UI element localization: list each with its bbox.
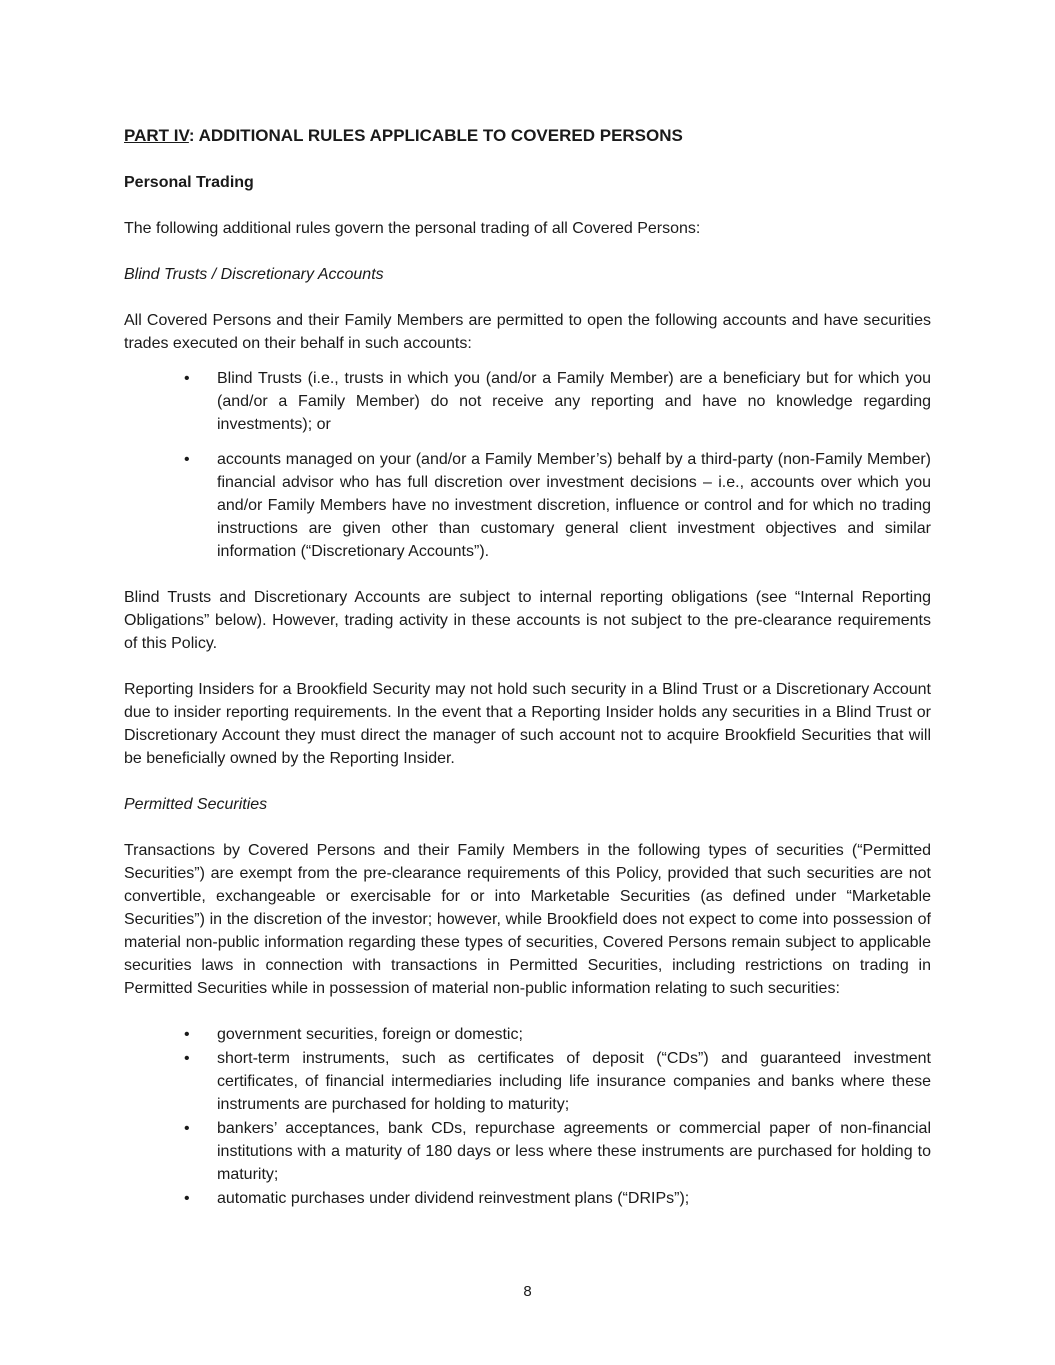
bullet-icon: • <box>184 370 190 387</box>
document-page <box>124 124 931 1233</box>
personal-trading-title: Personal Trading <box>124 174 254 191</box>
list-item-text: Blind Trusts (i.e., trusts in which you (and/or a Family Member) are a beneficiary but for which you (and/or a Family Member) do not receive any reporting and have no knowledge regarding investments); or <box>217 370 931 433</box>
bullet-icon: • <box>184 1050 190 1067</box>
permitted-securities-intro: Transactions by Covered Persons and their Family Members in the following types of securities (“Permitted Securities”) are exempt from the pre-clearance requirements of this Policy, provided that such securities are not convertible, exchangeable or exercisable for or into Marketable Securities (as defined under “Marketable Securities”) in the discretion of the investor; however, while Brookfield does not expect to come into possession of material non-public information regarding these types of securities, Covered Persons remain subject to applicable securities laws in connection with transactions in Permitted Securities, including restrictions on trading in Permitted Securities while in possession of material non-public information relating to such securities: <box>124 842 931 997</box>
list-item <box>124 367 931 436</box>
list-item <box>124 448 931 563</box>
heading-title: : ADDITIONAL RULES APPLICABLE TO COVERED PERSONS <box>188 126 683 145</box>
list-item-text: government securities, foreign or domestic; <box>217 1026 523 1043</box>
bullet-icon: • <box>184 1026 190 1043</box>
permitted-securities-list <box>124 1023 931 1210</box>
blind-trusts-title: Blind Trusts / Discretionary Accounts <box>124 266 384 283</box>
part-label: PART IV <box>124 126 189 145</box>
list-item-text: bankers’ acceptances, bank CDs, repurchase agreements or commercial paper of non-financial institutions with a maturity of 180 days or less where these instruments are purchased for holding to maturity; <box>217 1120 931 1183</box>
blind-trusts-reporting-paragraph: Blind Trusts and Discretionary Accounts are subject to internal reporting obligations (see “Internal Reporting Obligations” below). However, trading activity in these accounts is not subject to the pre-clearance requirements of this Policy. <box>124 589 931 652</box>
blind-trusts-intro: All Covered Persons and their Family Members are permitted to open the following accounts and have securities trades executed on their behalf in such accounts: <box>124 312 931 352</box>
blind-trusts-list <box>124 367 931 563</box>
list-item-text: automatic purchases under dividend reinvestment plans (“DRIPs”); <box>217 1190 690 1207</box>
bullet-icon: • <box>184 1120 190 1137</box>
list-item <box>124 1023 931 1046</box>
permitted-securities-title: Permitted Securities <box>124 796 268 813</box>
list-item <box>124 1117 931 1186</box>
list-item-text: accounts managed on your (and/or a Family Member’s) behalf by a third-party (non-Family Member) financial advisor who has full discretion over investment decisions – i.e., accounts over which you and/or Family Members have no investment discretion, influence or control and for which no trading instructions are given other than customary general client investment objectives and similar information (“Discretionary Accounts”). <box>217 451 931 560</box>
bullet-icon: • <box>184 451 190 468</box>
page-number: 8 <box>523 1283 532 1300</box>
section-heading <box>124 124 931 147</box>
list-item <box>124 1187 931 1210</box>
list-item-text: short-term instruments, such as certificates of deposit (“CDs”) and guaranteed investment certificates, of financial intermediaries including life insurance companies and banks where these instruments are purchased for holding to maturity; <box>217 1050 931 1113</box>
list-item <box>124 1047 931 1116</box>
reporting-insiders-paragraph: Reporting Insiders for a Brookfield Security may not hold such security in a Blind Trust or a Discretionary Account due to insider reporting requirements. In the event that a Reporting Insider holds any securities in a Blind Trust or Discretionary Account they must direct the manager of such account not to acquire Brookfield Securities that will be beneficially owned by the Reporting Insider. <box>124 681 931 767</box>
bullet-icon: • <box>184 1190 190 1207</box>
personal-trading-intro: The following additional rules govern the personal trading of all Covered Persons: <box>124 220 701 237</box>
